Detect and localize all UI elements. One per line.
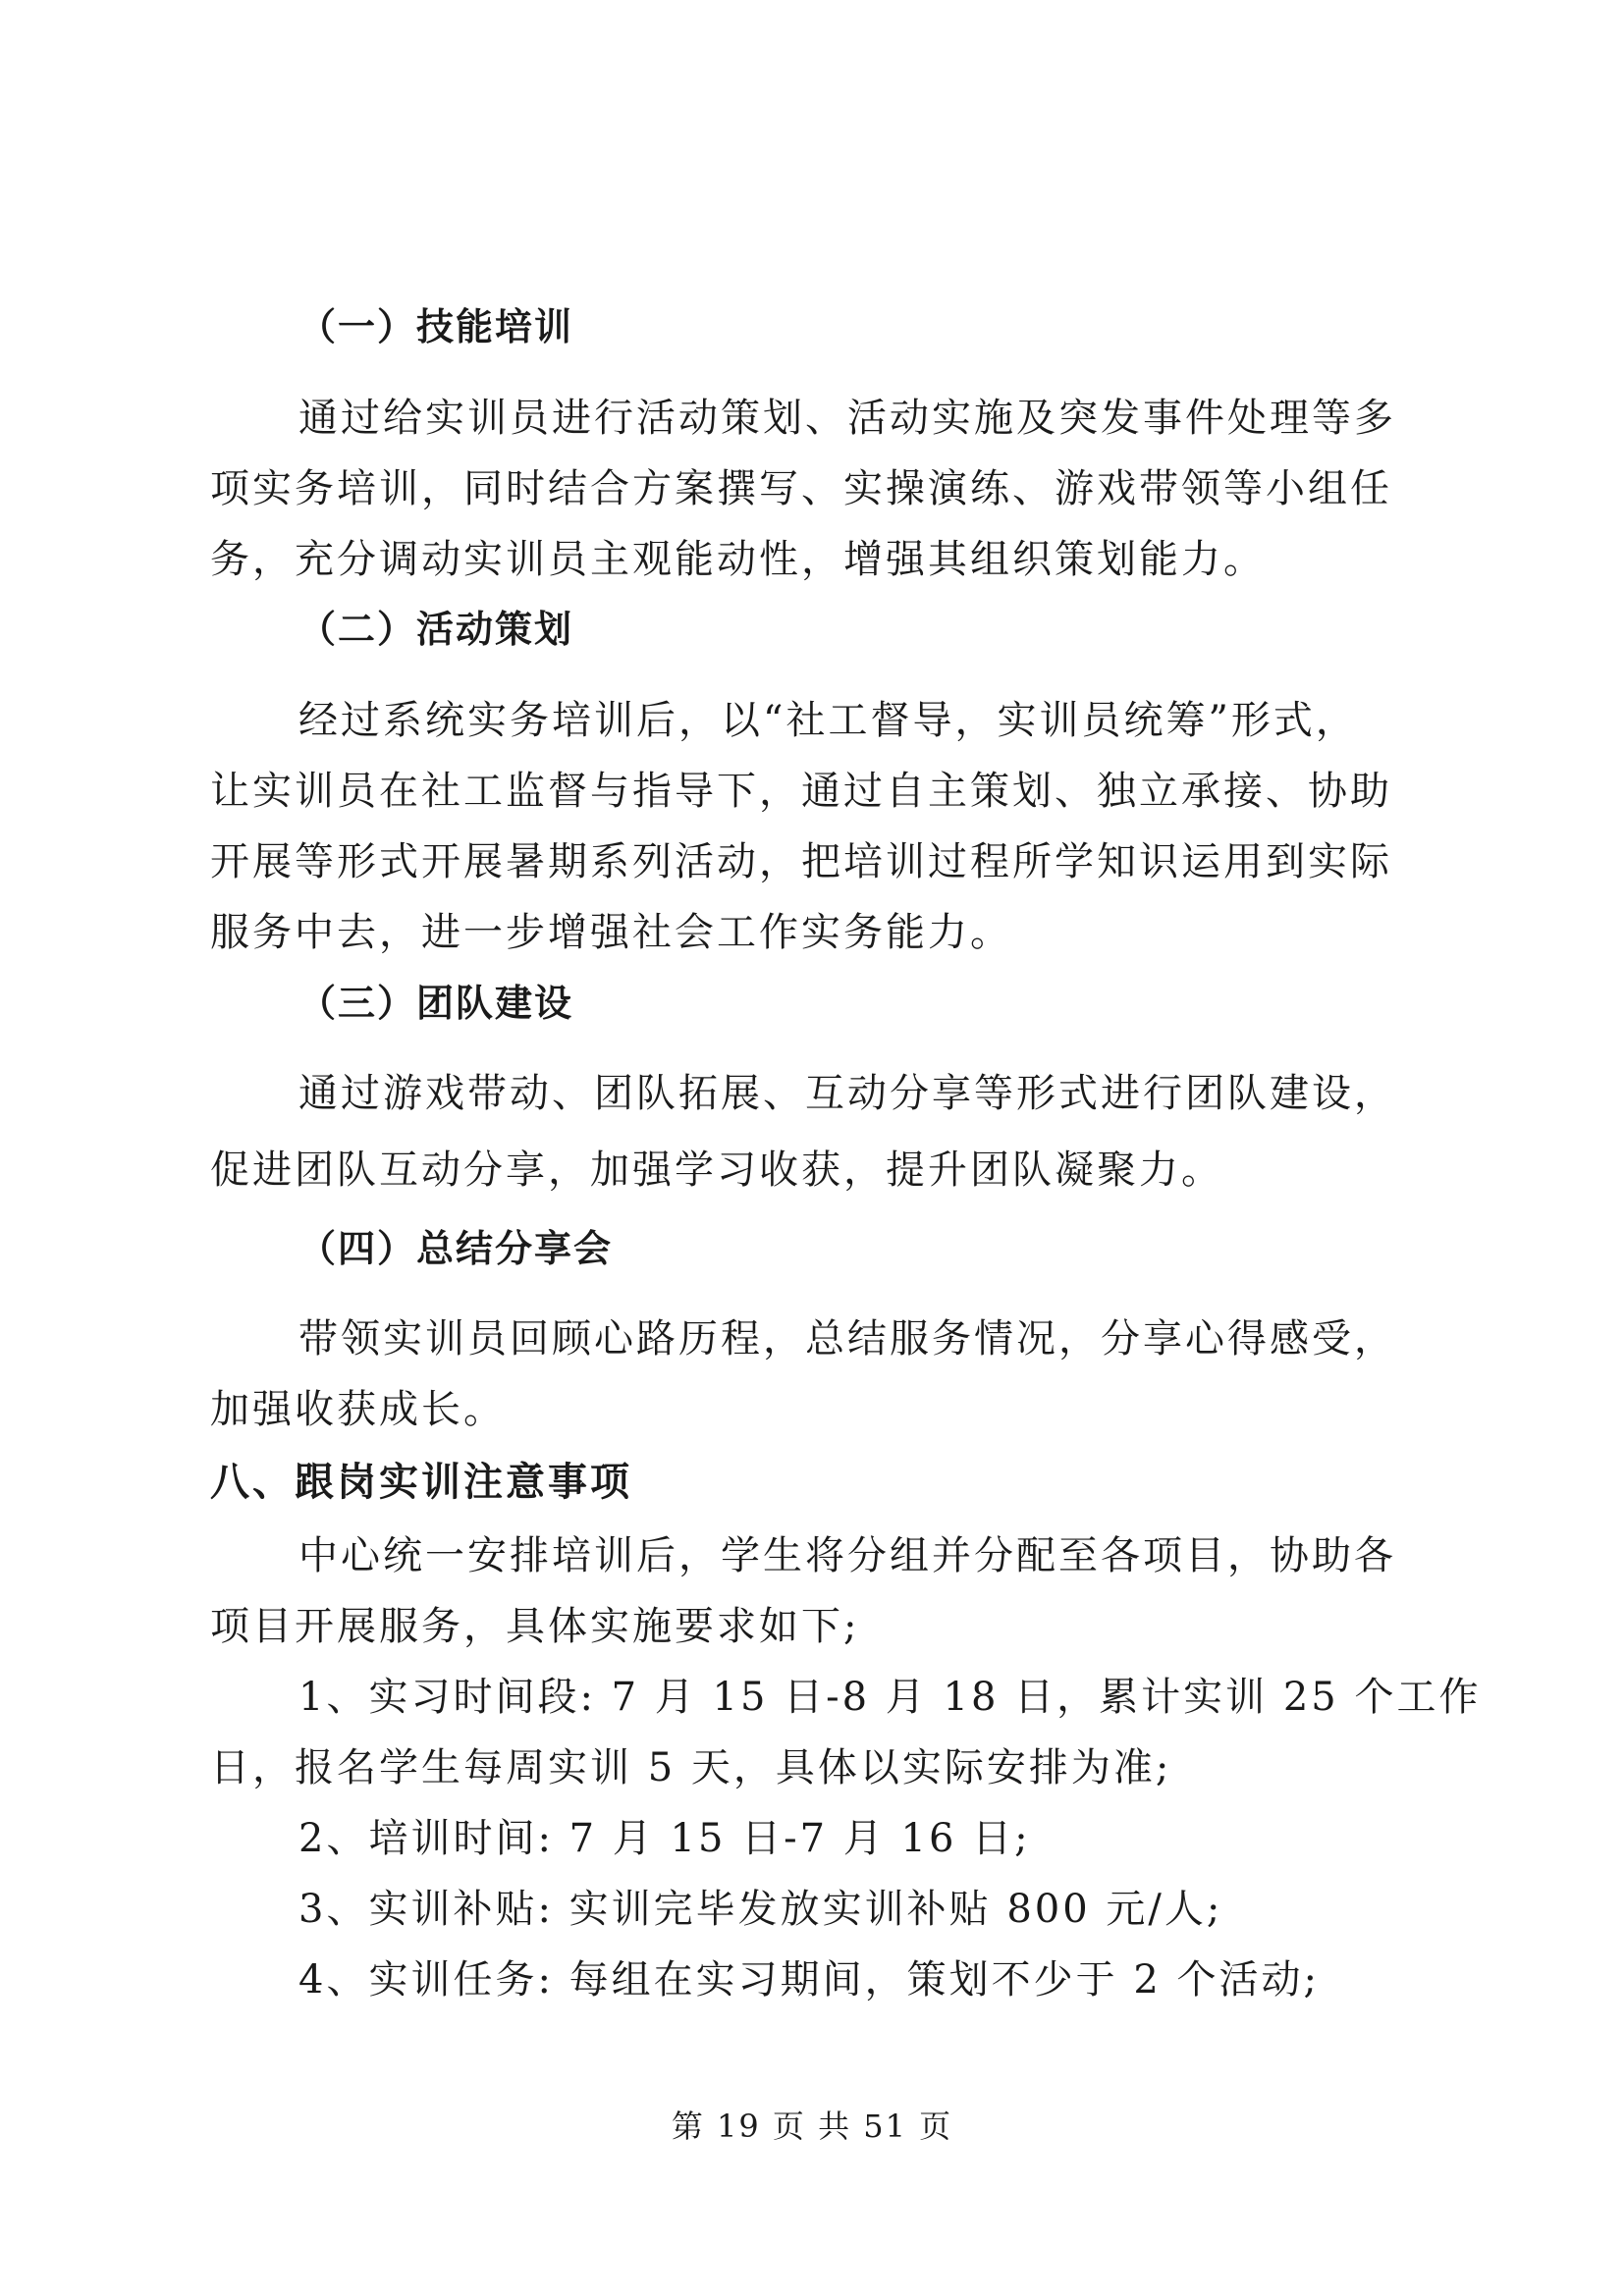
paragraph-line: 经过系统实务培训后，以“社工督导，实训员统筹”形式，	[298, 698, 1358, 743]
paragraph-line: 加强收获成长。	[210, 1387, 506, 1432]
paragraph-line: 带领实训员回顾心路历程，总结服务情况，分享心得感受，	[298, 1316, 1396, 1362]
paragraph-line: 开展等形式开展暑期系列活动，把培训过程所学知识运用到实际	[210, 839, 1392, 884]
paragraph-line: 让实训员在社工监督与指导下，通过自主策划、独立承接、协助	[210, 769, 1392, 814]
list-item-line: 4、实训任务: 每组在实习期间，策划不少于 2 个活动;	[298, 1957, 1320, 2002]
page-number-footer: 第 19 页 共 51 页	[671, 2108, 953, 2145]
list-item-line: 2、培训时间: 7 月 15 日-7 月 16 日;	[298, 1816, 1031, 1861]
paragraph-line: 中心统一安排培训后，学生将分组并分配至各项目，协助各	[298, 1533, 1396, 1578]
paragraph-line: 通过游戏带动、团队拓展、互动分享等形式进行团队建设，	[298, 1071, 1396, 1116]
paragraph-line: 服务中去，进一步增强社会工作实务能力。	[210, 910, 1012, 955]
list-item-line: 3、实训补贴: 实训完毕发放实训补贴 800 元/人;	[298, 1887, 1223, 1932]
paragraph-line: 务，充分调动实训员主观能动性，增强其组织策划能力。	[210, 537, 1266, 582]
paragraph-line: 项目开展服务，具体实施要求如下;	[210, 1604, 860, 1649]
list-item-line: 日，报名学生每周实训 5 天，具体以实际安排为准;	[210, 1745, 1172, 1790]
paragraph-line: 项实务培训，同时结合方案撰写、实操演练、游戏带领等小组任	[210, 466, 1392, 511]
subsection-heading-summary-sharing: （四）总结分享会	[298, 1227, 614, 1270]
paragraph-line: 通过给实训员进行活动策划、活动实施及突发事件处理等多	[298, 396, 1396, 441]
subsection-heading-skills-training: （一）技能培训	[298, 305, 574, 348]
subsection-heading-activity-planning: （二）活动策划	[298, 608, 574, 651]
paragraph-line: 促进团队互动分享，加强学习收获，提升团队凝聚力。	[210, 1148, 1223, 1193]
section-heading-attention-items: 八、跟岗实训注意事项	[210, 1460, 632, 1505]
list-item-line: 1、实习时间段: 7 月 15 日-8 月 18 日，累计实训 25 个工作	[298, 1675, 1482, 1720]
subsection-heading-team-building: （三）团队建设	[298, 982, 574, 1025]
